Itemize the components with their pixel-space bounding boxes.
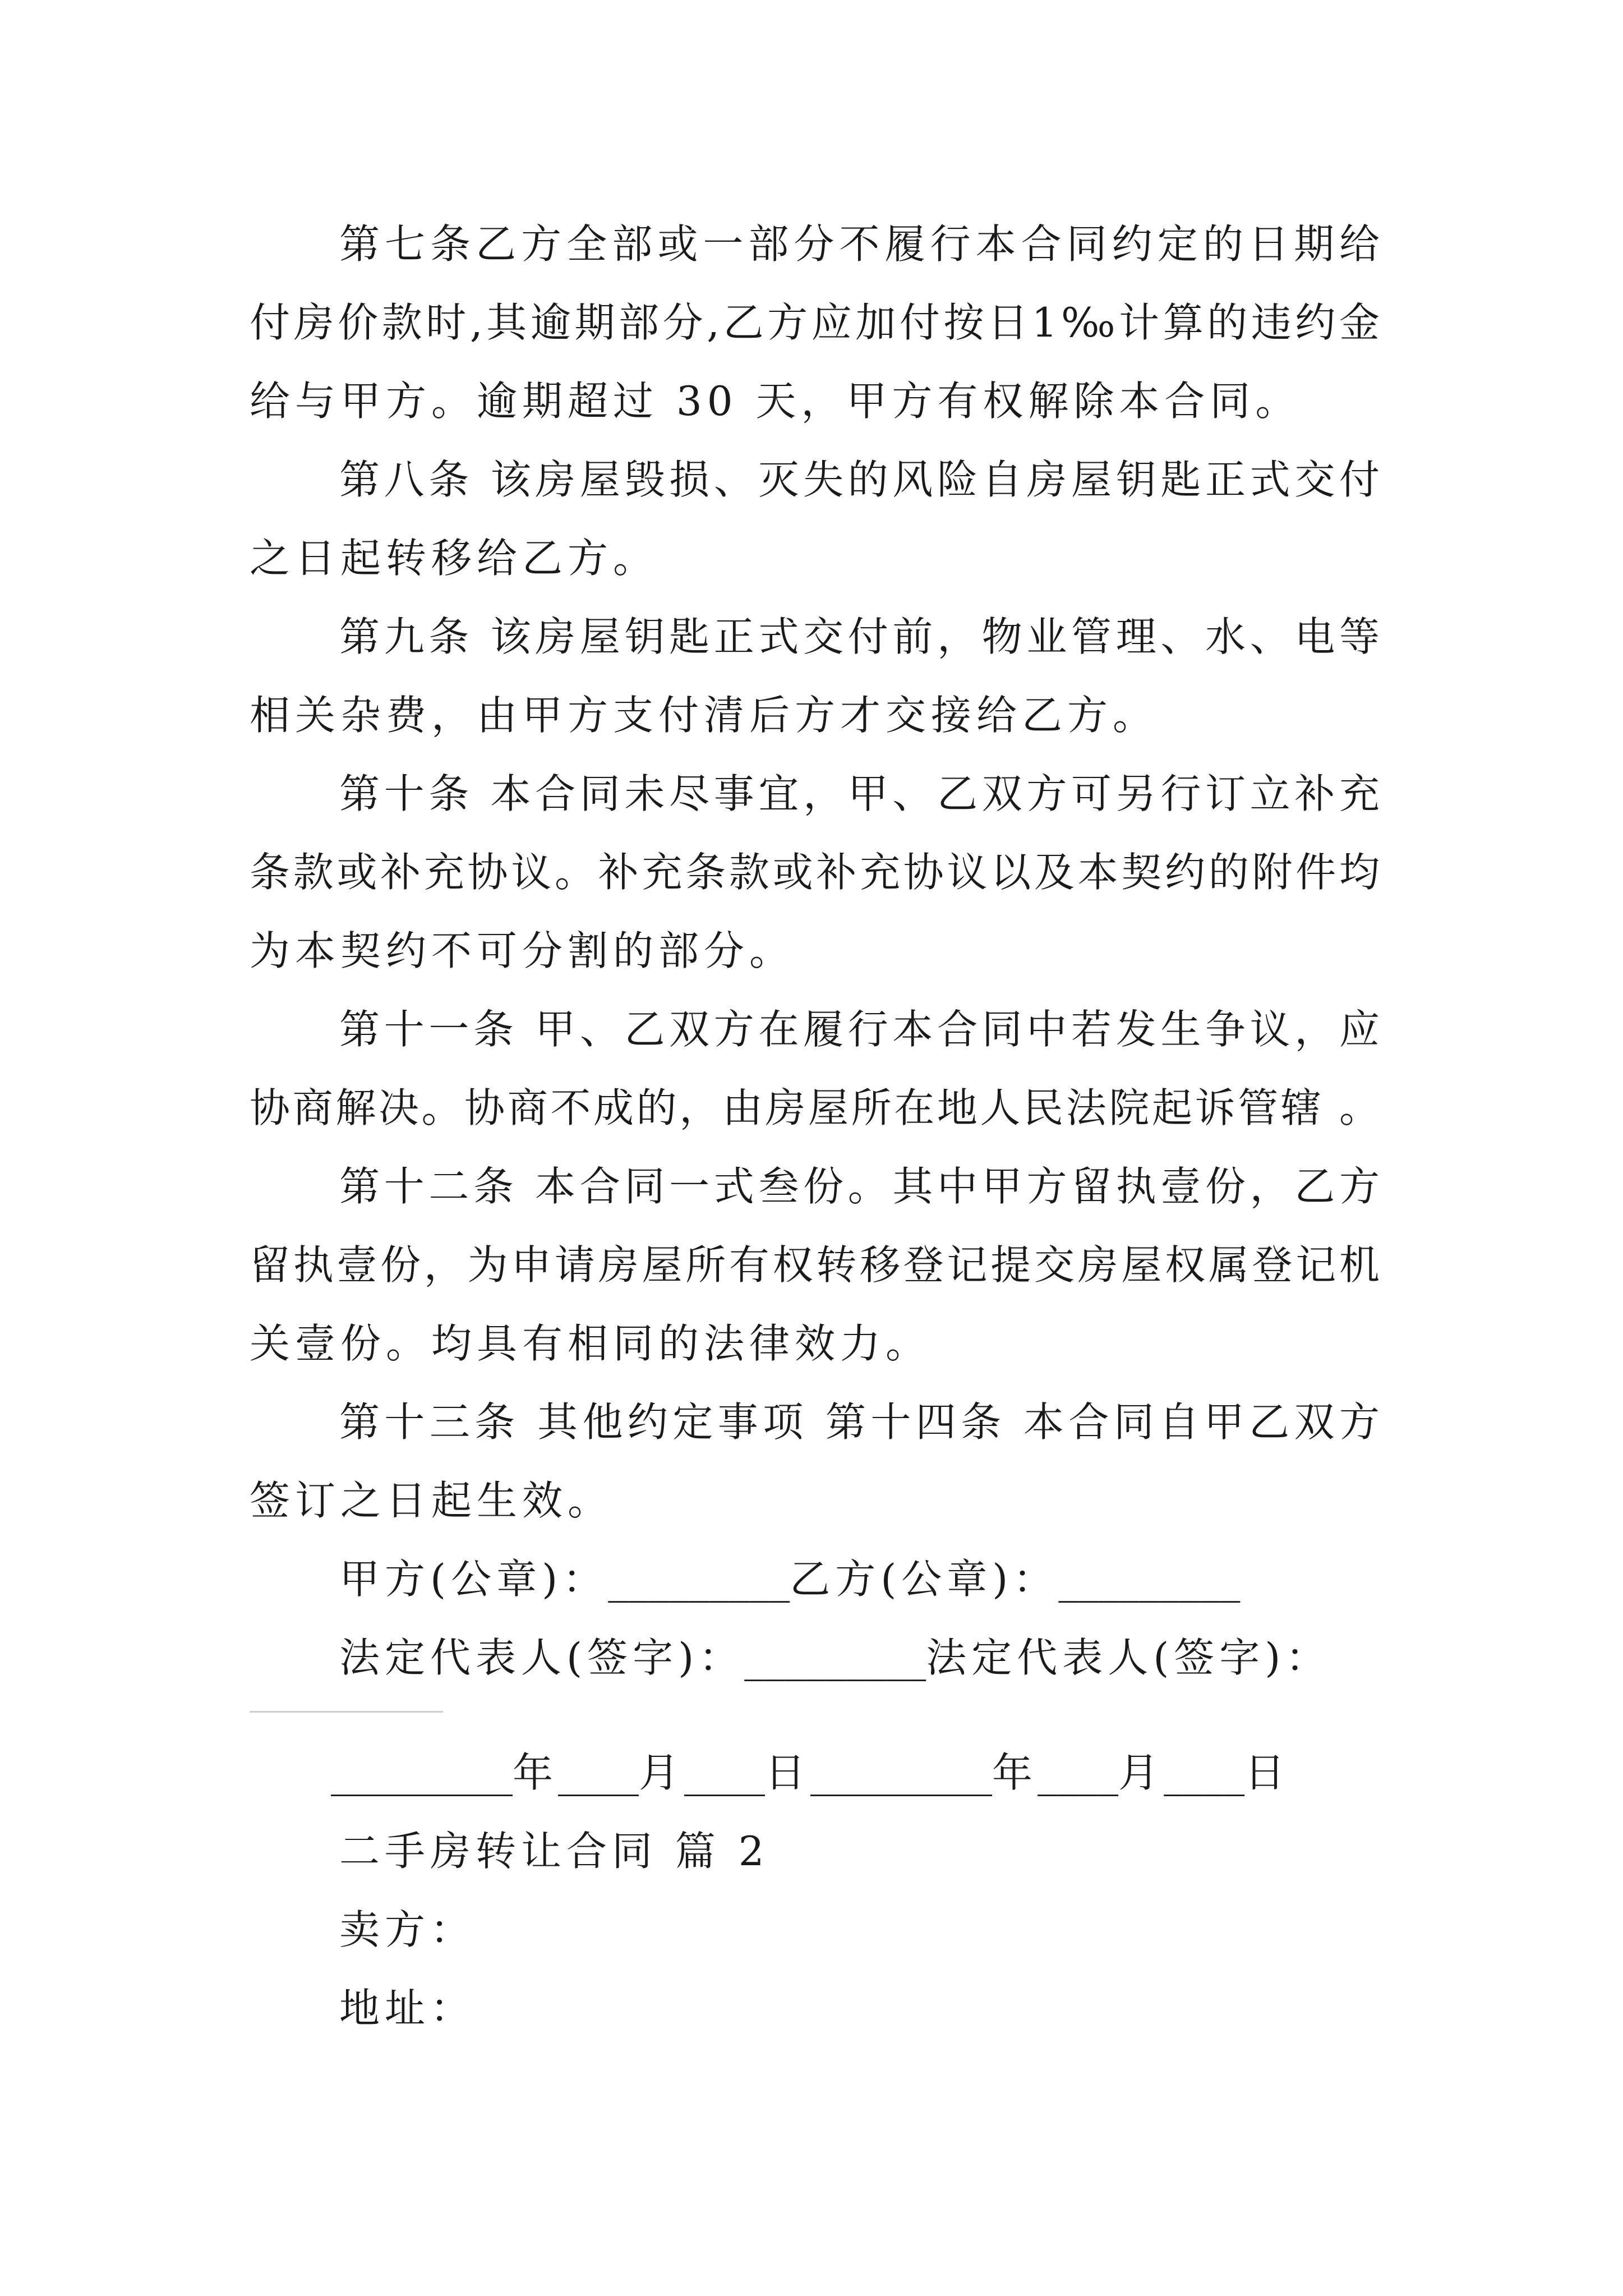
- paragraph-line: 第十一条 甲、乙双方在履行本合同中若发生争议，应: [339, 1006, 1380, 1053]
- month-blank-a: ____: [558, 1749, 639, 1796]
- paragraph-line: 第十三条 其他约定事项 第十四条 本合同自甲乙双方: [339, 1398, 1380, 1446]
- paragraph-line: 付房价款时,其逾期部分,乙方应加付按日1‰计算的违约金: [250, 299, 1380, 346]
- paragraph-line: 协商解决。协商不成的，由房屋所在地人民法院起诉管辖 。: [250, 1084, 1380, 1131]
- paragraph-line: 第七条乙方全部或一部分不履行本合同约定的日期给: [339, 220, 1380, 268]
- paragraph-line: 为本契约不可分割的部分。: [250, 927, 795, 974]
- paragraph-line: 关壹份。均具有相同的法律效力。: [250, 1320, 932, 1367]
- paragraph-line: 第十条 本合同未尽事宜，甲、乙双方可另行订立补充: [339, 770, 1380, 817]
- paragraph-line: 第九条 该房屋钥匙正式交付前，物业管理、水、电等: [339, 613, 1380, 660]
- day-label-a: 日: [765, 1749, 811, 1796]
- party-b-seal-label: 乙方(公章)：: [790, 1556, 1059, 1603]
- section-title: 二手房转让合同 篇 2: [339, 1828, 769, 1875]
- paragraph-line: 留执壹份，为申请房屋所有权转移登记提交房屋权属登记机: [250, 1241, 1380, 1289]
- paragraph-line: 条款或补充协议。补充条款或补充协议以及本契约的附件均: [250, 849, 1380, 896]
- party-a-rep-label: 法定代表人(签字)：: [339, 1634, 745, 1681]
- paragraph-line: 签订之日起生效。: [250, 1477, 614, 1524]
- party-a-seal-blank: _________: [608, 1556, 790, 1603]
- year-blank-b: _________: [810, 1749, 993, 1796]
- party-a-seal-label: 甲方(公章)：: [339, 1556, 608, 1603]
- year-label-b: 年: [992, 1749, 1038, 1796]
- seller-label: 卖方：: [339, 1906, 476, 1953]
- signature-rep-line: [339, 1630, 1331, 1686]
- date-line: [331, 1745, 1290, 1801]
- month-label-b: 月: [1118, 1749, 1164, 1796]
- day-blank-b: ____: [1164, 1749, 1245, 1796]
- paragraph-line: 相关杂费，由甲方支付清后方才交接给乙方。: [250, 692, 1159, 739]
- party-b-seal-blank: _________: [1058, 1556, 1241, 1603]
- party-a-rep-blank: _________: [744, 1634, 926, 1681]
- month-label-a: 月: [639, 1749, 685, 1796]
- paragraph-line: 第十二条 本合同一式叁份。其中甲方留执壹份，乙方: [339, 1163, 1380, 1210]
- divider-rule: [250, 1711, 443, 1713]
- paragraph-line: 之日起转移给乙方。: [250, 535, 659, 582]
- day-label-b: 日: [1244, 1749, 1290, 1796]
- year-blank-a: _________: [331, 1749, 513, 1796]
- signature-seal-line: [339, 1551, 1240, 1607]
- paragraph-line: 第八条 该房屋毁损、灭失的风险自房屋钥匙正式交付: [339, 456, 1380, 503]
- day-blank-a: ____: [684, 1749, 766, 1796]
- paragraph-line: 给与甲方。逾期超过 30 天，甲方有权解除本合同。: [250, 378, 1301, 425]
- party-b-rep-label: 法定代表人(签字)：: [926, 1634, 1331, 1681]
- year-label-a: 年: [513, 1749, 559, 1796]
- month-blank-b: ____: [1038, 1749, 1119, 1796]
- address-label: 地址：: [339, 1985, 476, 2032]
